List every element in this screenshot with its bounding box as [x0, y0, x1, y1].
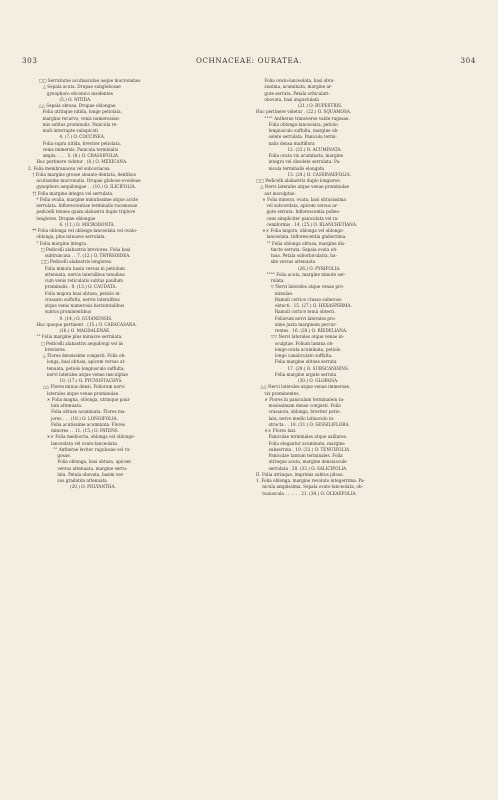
text-line: * Folia ovalia, margine minutissime atque acute — [36, 196, 138, 202]
text-line: breviores. — [44, 346, 67, 352]
right-text-column — [256, 78, 476, 497]
text-line: 2. Folia membranacea vel subcoriacea. — [28, 165, 111, 171]
text-line: versus attenuata, margine serru- — [57, 465, 128, 471]
text-line: sus gradatim attenuata — [57, 478, 107, 483]
text-line: Paniculae tantum terminales. Folia — [268, 453, 343, 458]
text-line: Folia margine obtuse serrata — [274, 359, 337, 365]
text-line: 12. (23.) O. ACUMINATA. — [287, 146, 342, 152]
text-line: solete serrulata. Panicula termi- — [268, 134, 337, 140]
text-line: □□ Pedicelli alabastris duplo longiores. — [256, 178, 342, 183]
text-line: crassiora, oblonga, breviter petio- — [268, 409, 341, 415]
text-line: crassato suffulta, nervis lateralibus — [44, 296, 120, 302]
text-line: Folia utrinque nitida, longe petiolata, — [42, 109, 122, 115]
text-line: (16.) O. MAGDALENAE. — [59, 328, 111, 333]
text-line: Folia oblongo-lanceolata, petiolo — [268, 121, 338, 127]
running-head-title: OCHNACEAE: OURATEA. — [195, 56, 303, 65]
text-line: cens simpliciter paniculata vel ra- — [266, 215, 339, 221]
text-line: Ramuli cortice crasso suberoso — [274, 296, 342, 302]
text-line: (26.) O. PYRIFOLIA. — [298, 265, 341, 271]
text-line: margine recurvo, venis numerosissi- — [42, 115, 121, 121]
text-line: structa . . 18. (31.) O. SESSILIFLORA. — [268, 421, 350, 427]
text-line: minulae. — [274, 290, 294, 296]
text-line: †† Folia margine integra vel serrulata. — [32, 190, 114, 196]
text-line: lata. Petala obovata, basim ver- — [57, 471, 125, 477]
text-line: □ Pedicelli alabastris breviores. Folia basi — [40, 246, 131, 252]
text-line: longiusculo suffulta, margine ob- — [268, 128, 339, 133]
text-line: Folia supra nitida, breviter petiolata, — [42, 140, 122, 146]
text-line: longiores. Drupae oblongae — [36, 215, 96, 221]
text-line: Folia ovata vix acuminata, margine — [268, 153, 344, 158]
text-line: ** Folia oblonga vel oblongo-lanceolata vel ovato- — [32, 228, 138, 233]
text-line: ▽ Nervi laterales atque venae pro- — [270, 284, 345, 290]
text-line: °° Folia oblonga obtusa, margine dis- — [266, 240, 346, 246]
text-line: Folia acutissime acuminata. Flores — [51, 421, 126, 427]
text-line: jores . . . (18.) O. LONGIFOLIA. — [51, 415, 118, 421]
text-line: ✕ Folia magna, oblonga, utrinque paul- — [46, 396, 131, 402]
text-line: 17. (29.) O. SUBSCANDENS. — [287, 365, 349, 371]
text-line: ✕ Folia minora, ovata, basi obtusissima — [262, 196, 346, 202]
text-line: rentes . 16. (28.) O. RIEDELIANA. — [274, 328, 348, 333]
text-line: laterales atque venae prominulae. — [46, 390, 120, 396]
text-line: cum venis reticulatis subtus paullum — [44, 278, 123, 283]
text-line: aut insculptae. — [264, 190, 296, 196]
left-text-column — [28, 78, 228, 491]
text-line: Folia obtuse acuminata. Flores ma- — [51, 409, 126, 415]
text-line: 6. (11.) O. MICRODONTA. — [59, 221, 116, 227]
text-line: □ Pedicelli alabastris aequilongi vel iis — [40, 340, 124, 346]
text-line: △△ Sepala obtusa. Drupae oblongae. — [38, 103, 117, 108]
text-line: venis immersis. Panicula terminalis — [42, 146, 118, 152]
text-line: muli interrupte subspicati — [42, 128, 98, 133]
text-line: gynophoro obconico insidentes — [46, 90, 113, 96]
text-line: (20.) O. POLYANTHA. — [70, 484, 116, 490]
text-line: □□ Serraturae acutiusculae aeque mucronatae. — [38, 78, 142, 83]
text-line: ✕✕ Folia majora, oblonga vel oblongo- — [262, 228, 344, 233]
text-line: sculptae. Folium lamina ob- — [274, 340, 334, 346]
running-header — [0, 56, 498, 68]
text-line: lum attenuata. — [51, 403, 83, 408]
text-line: prominulis . 8. (13.) O. CAUDATA. — [44, 284, 117, 290]
text-line: longo-ovata acuminata, petiolo — [274, 346, 341, 352]
text-line: 13. (24.) O. CASSINAEFOLIA. — [287, 171, 352, 177]
text-line: tenuata, petiolo longiusculo suffulta; — [46, 365, 125, 371]
text-line: integra vel obsolete serrulata. Pa- — [268, 159, 341, 165]
text-line: vix prominentes. — [264, 390, 300, 396]
text-line: Paniculae terminales atque axillares. — [268, 434, 348, 440]
text-line: tusa. Petala suborbicularia, ba- — [270, 253, 337, 258]
text-line: vel subcordata, apicem versus ar- — [266, 203, 339, 208]
text-line: serrulata . 20. (33.) O. SALICIFOLIA. — [268, 465, 348, 471]
text-line: Huc pertinere videtur . (8.) O. MEXICANA. — [36, 159, 128, 165]
text-line: 4. (7.) O. COCCINEA. — [59, 134, 106, 140]
text-line: mosissimam dense congesti. Folia — [268, 403, 341, 408]
text-line: △ Nervi laterales atque venae prominulae — [260, 184, 350, 190]
text-line: attenuata, nervis lateralibus tenuibus — [44, 271, 125, 277]
text-line: gosae. — [57, 453, 72, 458]
text-line: Folia elegantur acuminata, margine — [268, 440, 345, 446]
text-line: utrinque acuta, margine densiuscule — [268, 459, 347, 465]
text-line: ✕✕ Folia mediocria, oblonga vel oblongo- — [46, 434, 135, 440]
text-line: ° Folia margine integra. — [36, 240, 88, 246]
text-line: sim versus attenuata — [270, 259, 316, 265]
text-line: oblonga, plus minusve serrulata. — [36, 234, 106, 240]
text-line: gynophoro aequilongae . . (10.) O. ILICIFOLIA. — [36, 184, 137, 190]
text-line: nervi laterales atque venae insculptae — [46, 371, 129, 377]
page-number-right: 304 — [460, 56, 476, 65]
text-line: 9. (14.) O. GUIANENSIS. — [59, 315, 113, 321]
text-line: pedicelli tenues quam alabastra duplo triplove — [36, 209, 136, 215]
text-line: ampla . . . . 5. (8.) O. CRASSIFOLIA. — [42, 153, 120, 158]
text-line: Huc pertinere videtur . (22.) O. SQUAMOSA. — [256, 109, 352, 115]
text-line: II. Folia utrinque, imprimis subtus pilosa. — [256, 471, 344, 477]
text-line: lata, nervo medio latiusculo in- — [268, 415, 335, 421]
text-line: lanceolata. Inflorescentia glaberrima. — [266, 234, 347, 240]
text-line: obtecti . 15. (27.) O. HEXASPERMA. — [274, 303, 352, 308]
text-line: △ Flores densissime congesti. Folia ob- — [42, 353, 126, 358]
text-line: Folia minora basin versus in petiolum — [44, 265, 125, 271]
text-line: tusiuscula . . . . . . 21. (34.) O. OLEAEFOLIA. — [262, 490, 357, 496]
text-line: 10. (17.) O. PYCNOSTACHYS. — [59, 378, 123, 383]
text-line: nalis densa multiflora — [268, 140, 315, 146]
text-line: sissima, acuminata, margine ar- — [264, 84, 333, 90]
text-line: nicula amplissima. Sepala ovato-lanceolata, ob- — [262, 484, 363, 490]
text-line: ✕✕ Flores laxi. — [264, 428, 297, 433]
page-number-left: 303 — [22, 56, 38, 65]
text-line: Ramuli cortice tenui obtecti. — [274, 309, 336, 315]
text-line: (30.) O. GLOBOSA. — [298, 378, 339, 383]
text-line: acutissime mucronatis. Drupae globoso-ovoideae — [36, 178, 141, 183]
text-line: Folia margine argute serrata — [274, 371, 337, 377]
text-line: Folia majora basi obtusa, petiolo in- — [44, 290, 121, 296]
text-line: °°°° Folia acuta, margine minute ser- — [266, 271, 346, 277]
text-line: ▽▽ Nervi laterales atque venae in- — [270, 334, 345, 340]
text-line: Folia ovato-lanceolata, basi obtu- — [264, 78, 335, 83]
text-line: obovata, basi angustulata — [264, 96, 319, 102]
text-line: lanceolata vel ovato-lanceolata. — [51, 440, 119, 446]
text-line: rulata. — [270, 278, 285, 283]
text-line: mis subtus prominulis. Panicula re- — [42, 121, 118, 127]
text-line: xime juxta marginem percur- — [274, 321, 337, 327]
text-line: □□ Pedicelli alabastris longiores. — [40, 259, 113, 265]
text-line: tincte serrata. Sepala ovata ob- — [270, 246, 338, 252]
text-line: cemiformis . 14. (25.) O. BLANCHETIANA. — [266, 221, 358, 227]
text-line: longo canaliculato suffulta. — [274, 353, 333, 358]
text-line: subtus prominentibus — [44, 309, 92, 315]
text-line: Foliorum nervi laterales pro- — [274, 315, 336, 321]
text-line: (21.) O. RUPESTRIS. — [298, 103, 343, 108]
text-line: △△ Nervi laterales atque venae immersae, — [260, 384, 351, 390]
text-line: (5.) O. NITIDA. — [59, 96, 92, 102]
text-line: °° Folia margine plus minusve serrulata. — [36, 334, 123, 340]
text-line: 1. Folia oblonga, margine revoluto integerrima. Pa- — [256, 478, 365, 483]
text-line: atque venis numerosis horizontalibus — [44, 303, 125, 308]
text-line: ✕ Flores in paniculam terminalem ra- — [264, 396, 345, 402]
text-line: °°°° Antherae transverse valde rugosae. — [264, 115, 350, 121]
text-line: subtruncata . . 7. (12.) O. THYRSOIDEA. — [44, 253, 131, 258]
text-line: † Folia margine grosse sinuato-dentata, dentibus — [32, 171, 136, 177]
text-line: gute serrata. Petala orbiculari- — [264, 90, 330, 96]
text-line: nicula terminalis elongata — [268, 165, 325, 171]
text-line: △ Sepala acuta. Drupae subglobosae — [42, 84, 121, 90]
text-line: Huc quoque pertinent . (15.) O. CARACASANA. — [36, 321, 137, 327]
text-line: longa, basi obtusa, apicem versus at- — [46, 359, 126, 365]
text-line: subserrata . 19. (32.) O. TENUIFOLIA. — [268, 446, 351, 452]
text-line: △△ Flores minus densi. Foliorum nervi — [42, 384, 125, 390]
text-line: °° Antherae leviter rugulosae vel ru- — [53, 446, 131, 452]
text-line: minores . . 11. (15.) O. PATENS. — [51, 428, 119, 433]
text-line: serrulata. Inflorescentiae terminalis racemosae — [36, 203, 138, 208]
text-line: Folia oblonga, basi obtusa, apicem — [57, 459, 131, 465]
text-line: gute serrata. Inflorescentia pubes- — [266, 209, 341, 215]
